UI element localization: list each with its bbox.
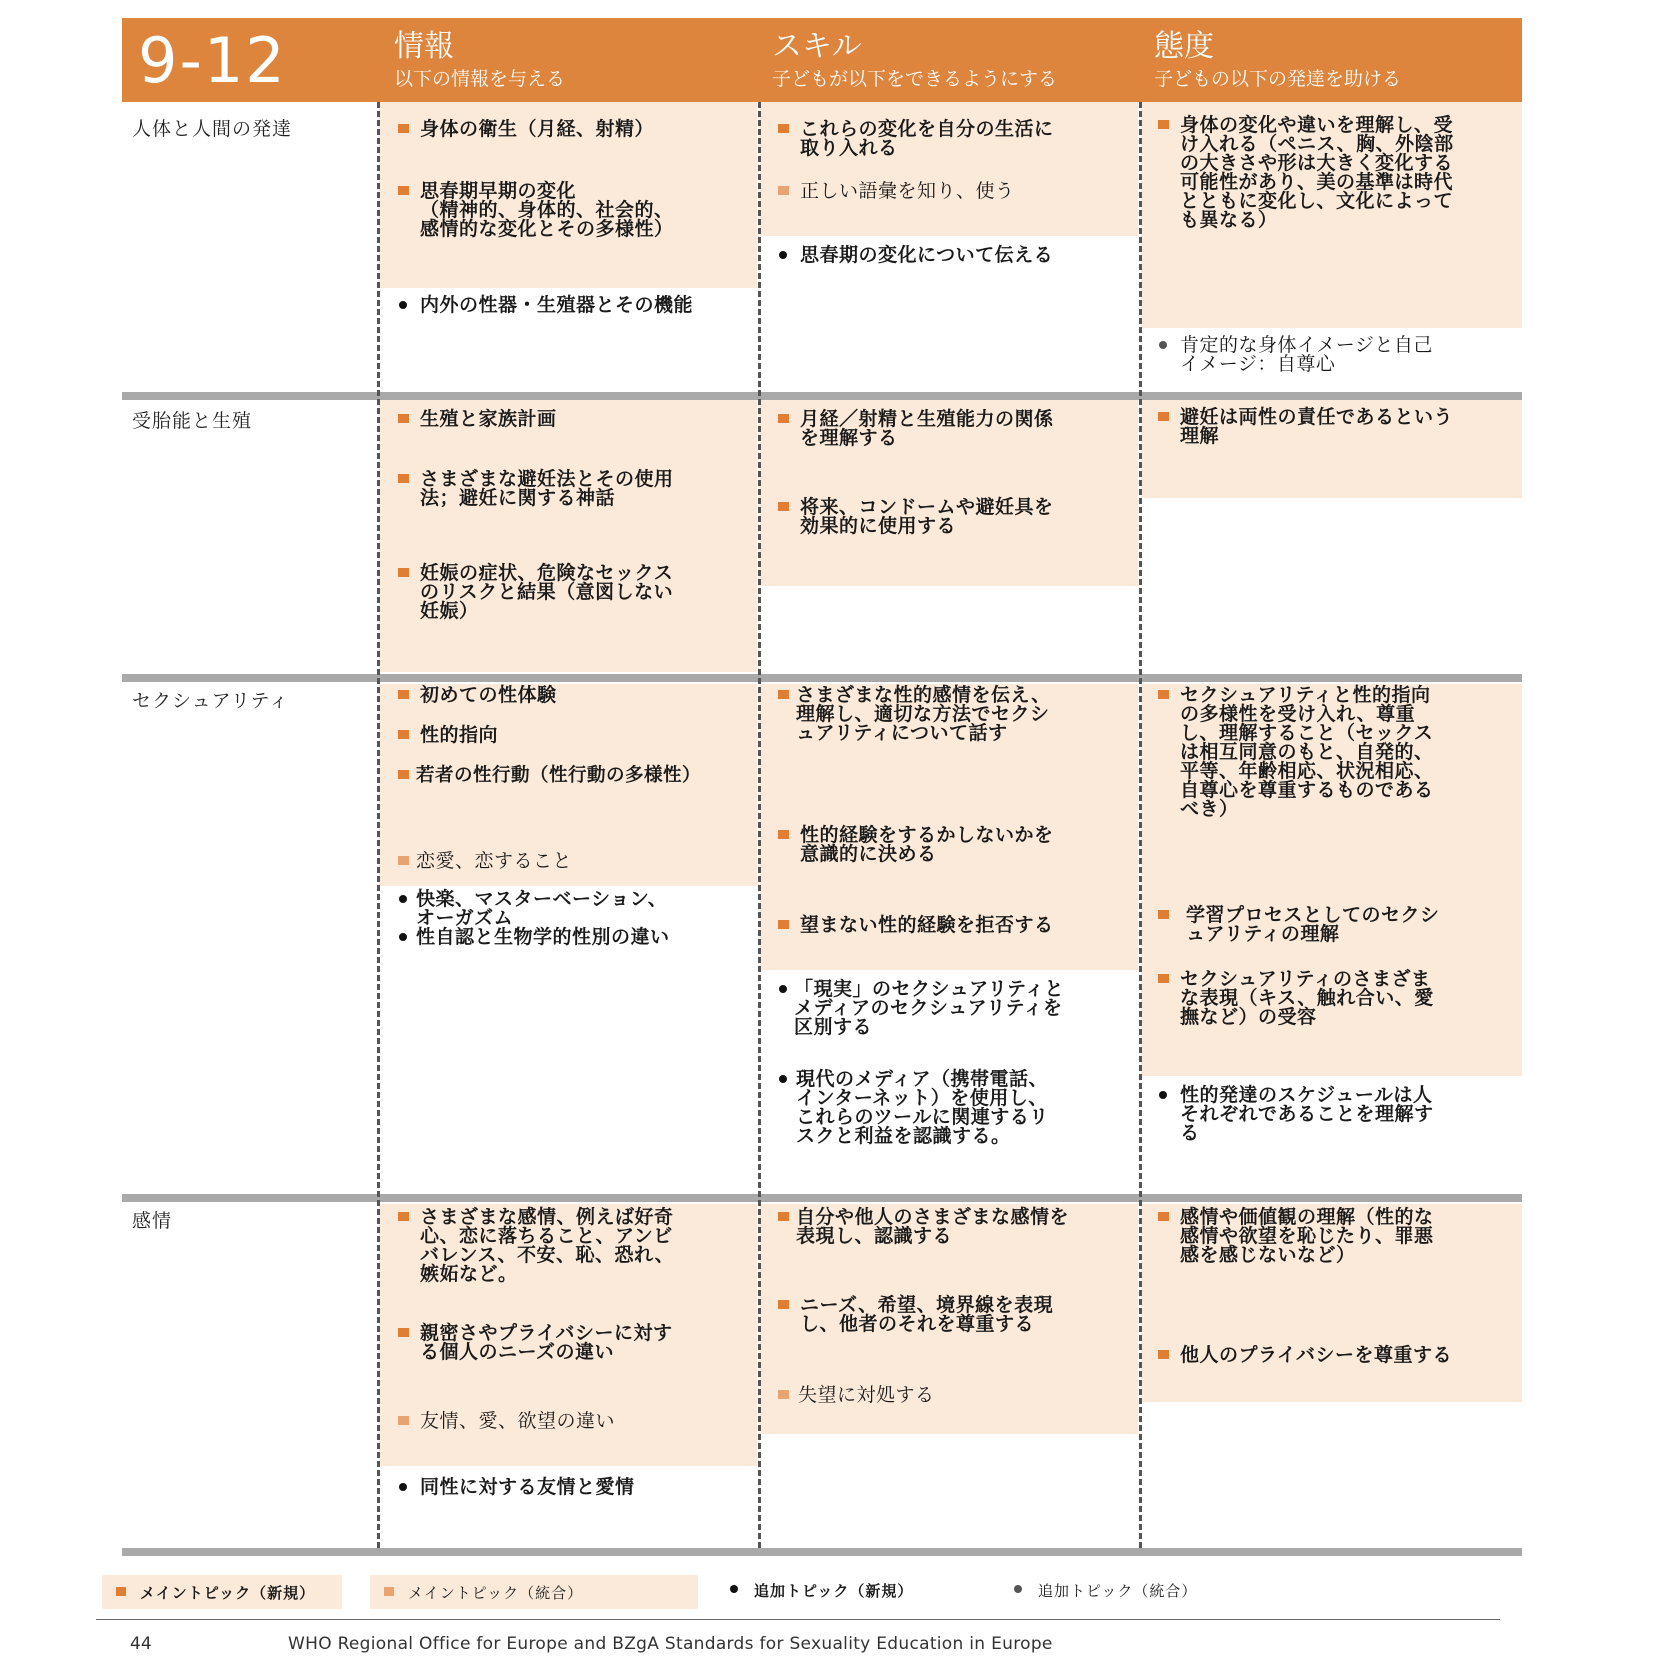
header-column-attitudes — [1154, 30, 1401, 92]
legend-additional-topic-new: 追加トピック（新規） — [716, 1575, 976, 1609]
main-new-marker — [1158, 690, 1169, 699]
additional-new-marker — [779, 251, 787, 259]
additional-new-marker — [1159, 1091, 1167, 1099]
list-item: 望まない性的経験を拒否する — [778, 916, 1133, 935]
list-item: 感情や価値観の理解（性的な 感情や欲望を恥じたり、罪悪 感を感じないなど） — [1158, 1208, 1518, 1265]
main-integrated-marker — [778, 186, 789, 195]
main-topic-band — [379, 400, 757, 672]
main-new-marker — [116, 1587, 126, 1596]
column-divider — [758, 102, 761, 1548]
main-new-marker — [778, 502, 789, 511]
additional-integrated-marker — [1014, 1585, 1022, 1593]
list-item: 自分や他人のさまざまな感情を 表現し、認識する — [778, 1208, 1136, 1246]
category-label: 感情 — [132, 1210, 173, 1232]
additional-new-marker — [399, 933, 407, 941]
list-item: 思春期早期の変化 （精神的、身体的、社会的、 感情的な変化とその多様性） — [398, 182, 752, 239]
additional-new-marker — [399, 1483, 407, 1491]
list-item: 性的発達のスケジュールは人 それぞれであることを理解す る — [1158, 1086, 1518, 1143]
additional-new-marker — [779, 985, 787, 993]
list-item: 妊娠の症状、危険なセックス のリスクと結果（意図しない 妊娠） — [398, 564, 752, 621]
list-item: 若者の性行動（性行動の多様性） — [398, 766, 756, 785]
main-new-marker — [778, 124, 789, 133]
list-item: 避妊は両性の責任であるという 理解 — [1158, 408, 1518, 446]
list-item: さまざまな避妊法とその使用 法；避妊に関する神話 — [398, 470, 752, 508]
page-number: 44 — [130, 1634, 152, 1654]
list-item: ニーズ、希望、境界線を表現 し、他者のそれを尊重する — [778, 1296, 1133, 1334]
list-item: 性的指向 — [398, 726, 752, 745]
list-item: 月経／射精と生殖能力の関係 を理解する — [778, 410, 1133, 448]
list-item: 身体の衛生（月経、射精） — [398, 120, 752, 139]
list-item: さまざまな感情、例えば好奇 心、恋に落ちること、アンビ バレンス、不安、恥、恐れ、 嫉妬など。 — [398, 1208, 752, 1284]
list-item: 将来、コンドームや避妊具を 効果的に使用する — [778, 498, 1133, 536]
list-item: 失望に対処する — [778, 1386, 1133, 1405]
legend-main-topic-new: メイントピック（新規） — [102, 1575, 342, 1609]
age-range-label: 9-12 — [138, 24, 287, 97]
additional-integrated-marker — [1159, 341, 1167, 349]
list-item: 正しい語彙を知り、使う — [778, 182, 1133, 201]
main-new-marker — [398, 568, 409, 577]
list-item: 初めての性体験 — [398, 686, 752, 705]
header-subtitle: 子どもの以下の発達を助ける — [1154, 68, 1402, 90]
main-integrated-marker — [398, 856, 409, 865]
list-item: 性的経験をするかしないかを 意識的に決める — [778, 826, 1133, 864]
additional-new-marker — [399, 895, 407, 903]
header-column-skills — [772, 30, 1057, 92]
main-new-marker — [778, 830, 789, 839]
row-separator — [122, 1194, 1522, 1202]
row-separator — [122, 392, 1522, 400]
main-new-marker — [1158, 974, 1169, 983]
main-new-marker — [398, 124, 409, 133]
list-item: さまざまな性的感情を伝え、 理解し、適切な方法でセクシ ュアリティについて話す — [778, 686, 1133, 743]
list-item: 同性に対する友情と愛情 — [398, 1478, 752, 1497]
header-title: 情報 — [394, 29, 454, 64]
footer-rule — [96, 1619, 1500, 1620]
main-new-marker — [778, 1300, 789, 1309]
main-new-marker — [398, 730, 409, 739]
main-new-marker — [398, 414, 409, 423]
main-integrated-marker — [398, 1416, 409, 1425]
list-item: 身体の変化や違いを理解し、受 け入れる（ペニス、胸、外陰部 の大きさや形は大きく変化する 可能性があり、美の基準は時代 とともに変化し、文化によって も異なる） — [1158, 116, 1518, 230]
main-integrated-marker — [384, 1587, 394, 1596]
additional-new-marker — [730, 1585, 738, 1593]
header-column-information — [394, 30, 565, 92]
main-new-marker — [778, 1212, 789, 1221]
header-subtitle: 子どもが以下をできるようにする — [772, 68, 1058, 90]
list-item: 現代のメディア（携帯電話、 インターネット）を使用し、 これらのツールに関連するリ スクと利益を認識する。 — [778, 1070, 1133, 1146]
list-item: 恋愛、恋すること — [398, 852, 752, 871]
column-divider — [1139, 102, 1142, 1548]
main-new-marker — [778, 414, 789, 423]
main-new-marker — [778, 690, 789, 699]
list-item: セクシュアリティと性的指向 の多様性を受け入れ、尊重 し、理解すること（セックス は相互同意のもと、自発的、 平等、年齢相応、状況相応、 自尊心を尊重するものである べき） — [1158, 686, 1518, 819]
list-item: 思春期の変化について伝える — [778, 246, 1133, 265]
list-item: 内外の性器・生殖器とその機能 — [398, 296, 752, 315]
legend-main-topic-integrated: メイントピック（統合） — [370, 1575, 698, 1609]
category-label: セクシュアリティ — [132, 690, 289, 712]
main-new-marker — [1158, 1212, 1169, 1221]
header-subtitle: 以下の情報を与える — [394, 68, 566, 90]
main-new-marker — [1158, 120, 1169, 129]
main-integrated-marker — [778, 1390, 789, 1399]
main-new-marker — [398, 1328, 409, 1337]
additional-new-marker — [779, 1075, 787, 1083]
column-divider — [377, 102, 380, 1548]
list-item: 他人のプライバシーを尊重する — [1158, 1346, 1518, 1365]
footer-text: WHO Regional Office for Europe and BZgA Standards for Sexuality Education in Europe — [288, 1634, 1053, 1654]
list-item: 肯定的な身体イメージと自己 イメージ：自尊心 — [1158, 336, 1518, 374]
list-item: 快楽、マスターベーション、 オーガズム — [398, 890, 752, 928]
list-item: これらの変化を自分の生活に 取り入れる — [778, 120, 1133, 158]
legend-additional-topic-integrated: 追加トピック（統合） — [1000, 1575, 1260, 1609]
additional-new-marker — [399, 301, 407, 309]
main-new-marker — [778, 920, 789, 929]
list-item: 性自認と生物学的性別の違い — [398, 928, 752, 947]
main-new-marker — [1158, 910, 1169, 919]
row-separator — [122, 674, 1522, 682]
main-new-marker — [398, 474, 409, 483]
list-item: 学習プロセスとしてのセクシ ュアリティの理解 — [1158, 906, 1518, 944]
list-item: 生殖と家族計画 — [398, 410, 752, 429]
list-item: 友情、愛、欲望の違い — [398, 1412, 752, 1431]
list-item: セクシュアリティのさまざま な表現（キス、触れ合い、愛 撫など）の受容 — [1158, 970, 1518, 1027]
main-new-marker — [398, 690, 409, 699]
header-title: 態度 — [1154, 29, 1214, 64]
table-header — [122, 18, 1522, 102]
main-new-marker — [398, 1212, 409, 1221]
category-label: 受胎能と生殖 — [132, 410, 253, 432]
list-item: 「現実」のセクシュアリティと メディアのセクシュアリティを 区別する — [778, 980, 1133, 1037]
list-item: 親密さやプライバシーに対す る個人のニーズの違い — [398, 1324, 752, 1362]
main-new-marker — [398, 770, 409, 779]
row-separator — [122, 1548, 1522, 1556]
main-new-marker — [398, 186, 409, 195]
category-label: 人体と人間の発達 — [132, 118, 293, 140]
header-title: スキル — [772, 29, 862, 64]
main-new-marker — [1158, 412, 1169, 421]
main-new-marker — [1158, 1350, 1169, 1359]
